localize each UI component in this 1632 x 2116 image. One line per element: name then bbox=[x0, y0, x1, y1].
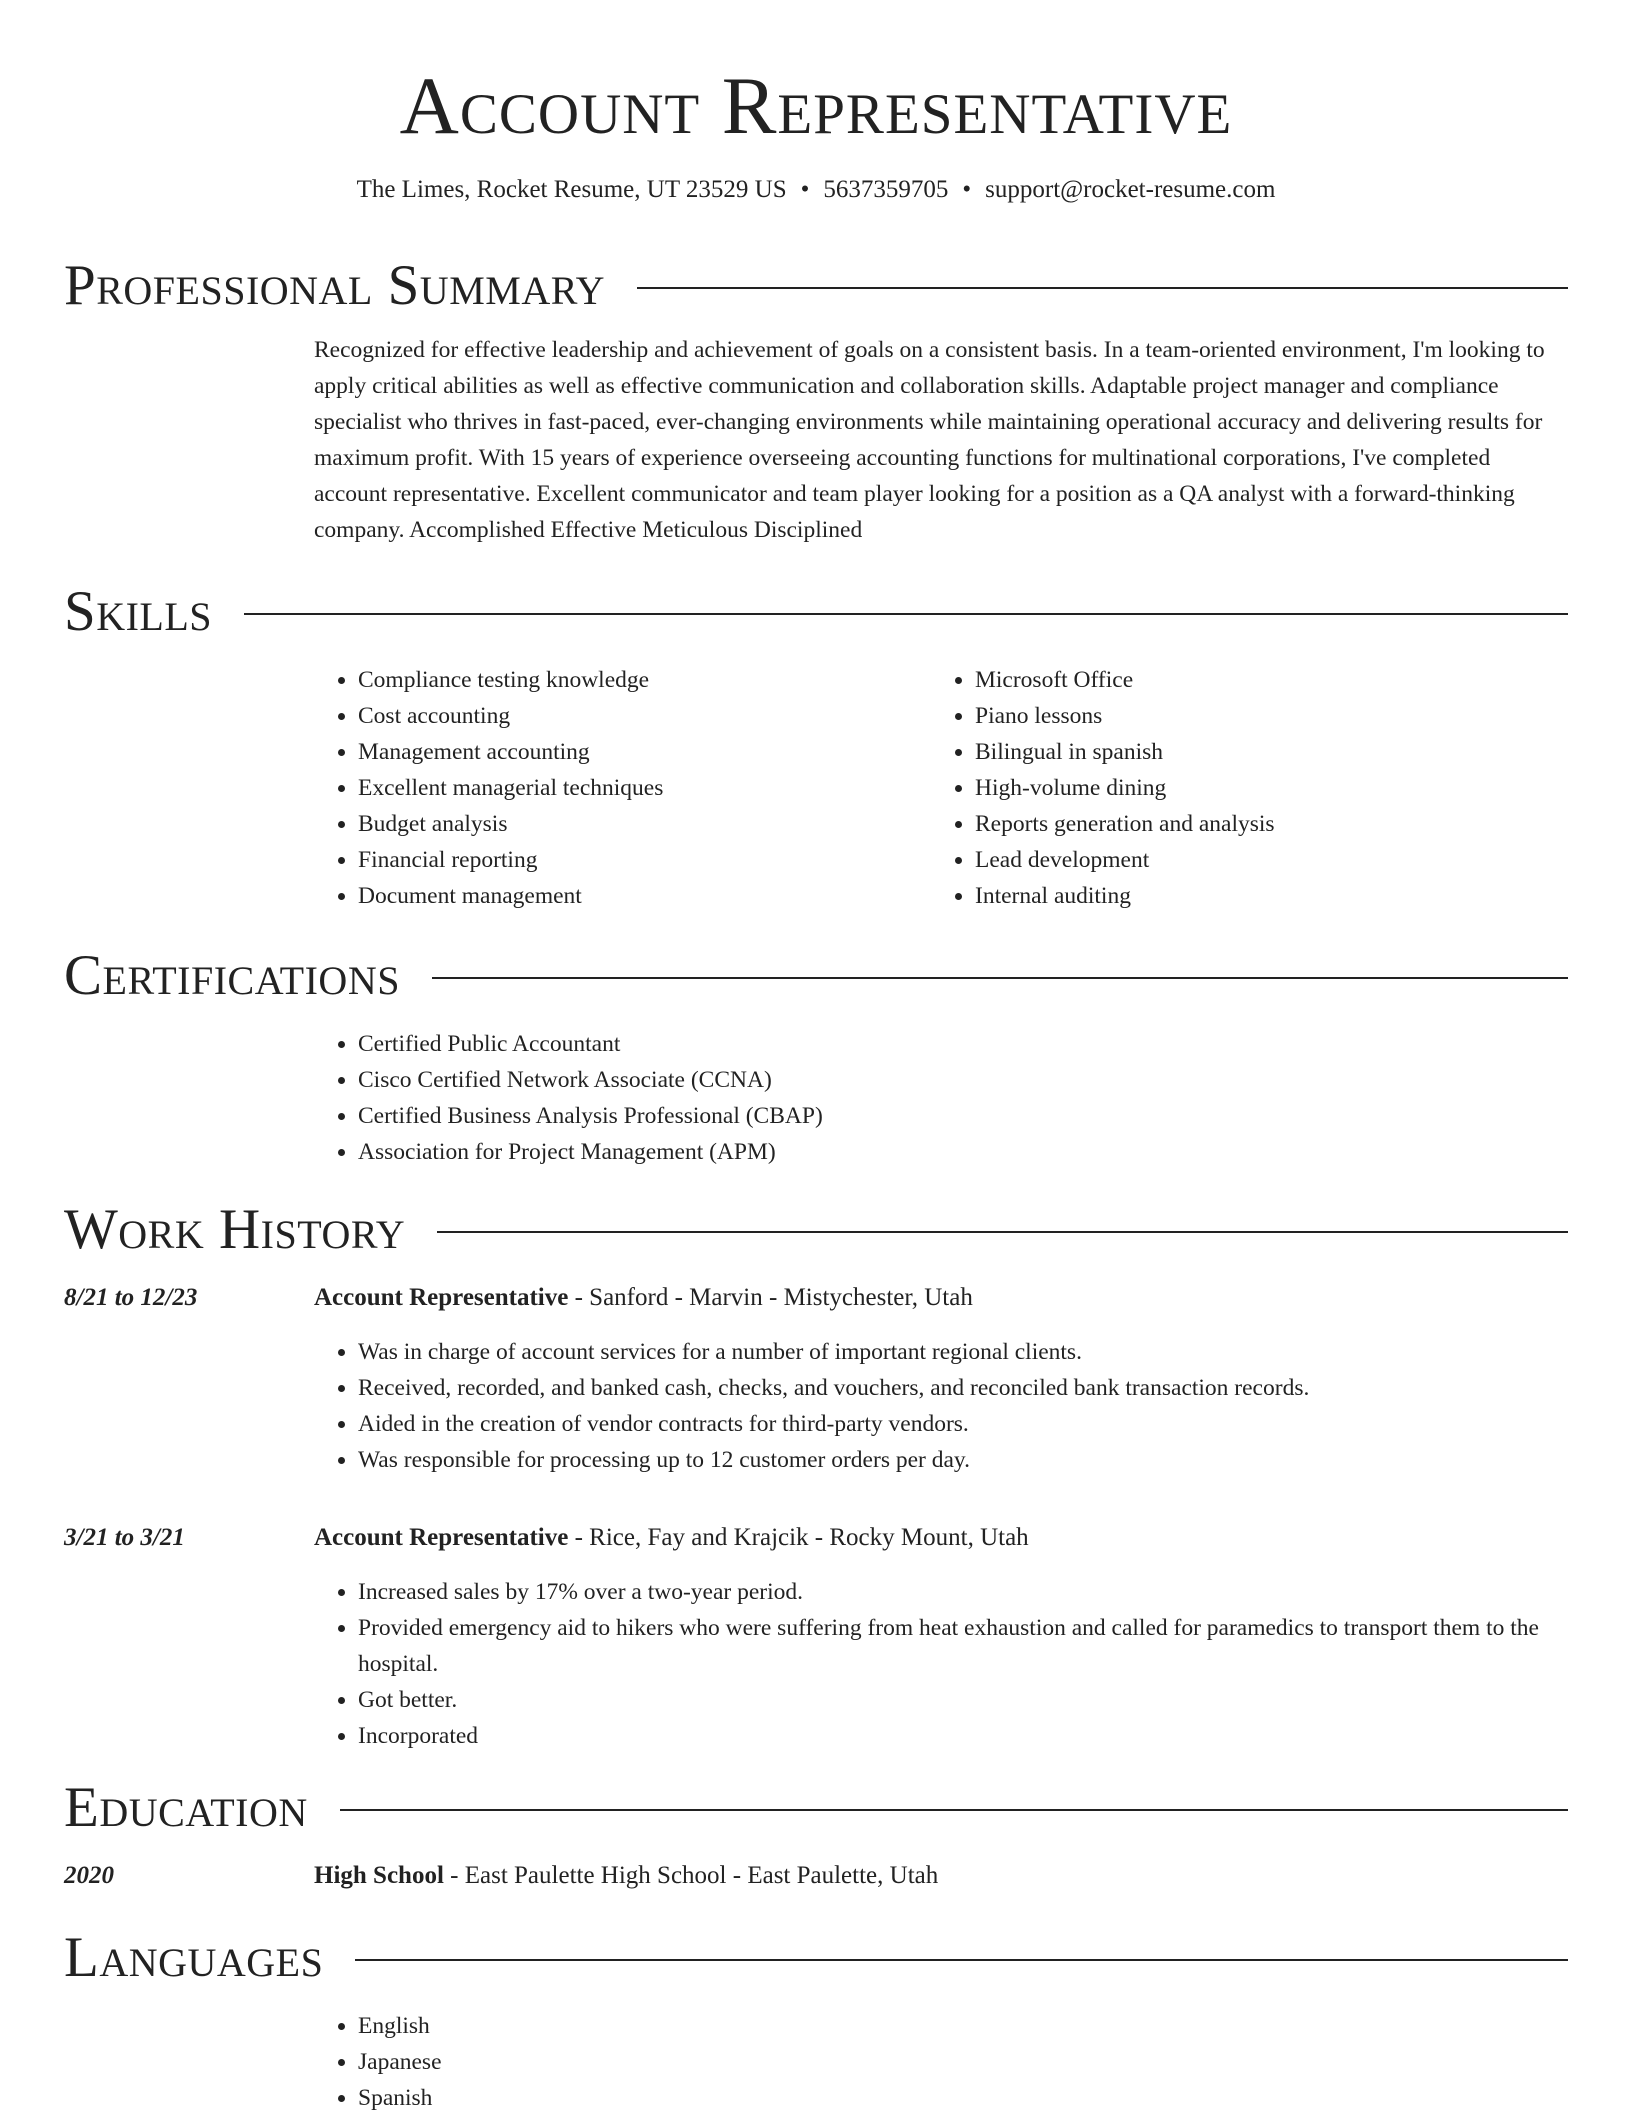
list-item: • Increased sales by 17% over a two-year period. bbox=[358, 1574, 1568, 1610]
list-item: • Management accounting bbox=[358, 734, 931, 770]
section-header bbox=[64, 254, 1568, 318]
separator-dot: • bbox=[962, 176, 972, 203]
job-entry bbox=[64, 1280, 1568, 1478]
job-header bbox=[64, 1520, 1568, 1556]
list-item: • Association for Project Management (APM) bbox=[358, 1134, 1568, 1170]
separator-dot: • bbox=[800, 176, 810, 203]
education-heading bbox=[314, 1858, 938, 1894]
job-heading bbox=[314, 1520, 1029, 1556]
job-details: - Rice, Fay and Krajcik - Rocky Mount, Utah bbox=[568, 1524, 1029, 1551]
list-item: • English bbox=[358, 2008, 1568, 2044]
list-item: • Document management bbox=[358, 878, 931, 914]
section-divider bbox=[244, 613, 1568, 615]
work-history-section bbox=[64, 1198, 1568, 1754]
job-bullets bbox=[314, 1334, 1568, 1478]
list-item: • Lead development bbox=[975, 842, 1548, 878]
list-item: • Internal auditing bbox=[975, 878, 1548, 914]
section-title: Languages bbox=[64, 1926, 324, 1989]
section-divider bbox=[355, 1959, 1568, 1961]
section-header bbox=[64, 1776, 1568, 1840]
list-item: • Excellent managerial techniques bbox=[358, 770, 931, 806]
list-item: • Aided in the creation of vendor contracts for third-party vendors. bbox=[358, 1406, 1568, 1442]
list-item: • Reports generation and analysis bbox=[975, 806, 1548, 842]
list-item: • Cost accounting bbox=[358, 698, 931, 734]
section-title: Certifications bbox=[64, 944, 400, 1007]
list-item: • Certified Public Accountant bbox=[358, 1026, 1568, 1062]
job-header bbox=[64, 1280, 1568, 1316]
certifications-section bbox=[64, 944, 1568, 1170]
list-item: • High-volume dining bbox=[975, 770, 1548, 806]
job-dates: 8/21 to 12/23 bbox=[64, 1284, 198, 1311]
certifications-list bbox=[314, 1026, 1568, 1170]
address: The Limes, Rocket Resume, UT 23529 US bbox=[356, 176, 787, 203]
list-item: • Incorporated bbox=[358, 1718, 1568, 1754]
section-divider bbox=[340, 1809, 1568, 1811]
contact-line bbox=[0, 172, 1632, 208]
list-item: • Was in charge of account services for a number of important regional clients. bbox=[358, 1334, 1568, 1370]
education-section bbox=[64, 1776, 1568, 1894]
skills-column-left bbox=[314, 662, 931, 914]
section-divider bbox=[432, 977, 1568, 979]
list-item: • Budget analysis bbox=[358, 806, 931, 842]
section-title: Education bbox=[64, 1776, 308, 1839]
section-title: Work History bbox=[64, 1198, 406, 1261]
section-header bbox=[64, 580, 1568, 644]
section-header bbox=[64, 1198, 1568, 1262]
education-degree: High School bbox=[314, 1862, 444, 1889]
skills-section bbox=[64, 580, 1568, 914]
email: support@rocket-resume.com bbox=[985, 176, 1276, 203]
section-title: Skills bbox=[64, 580, 213, 643]
candidate-name: Account Representative bbox=[399, 60, 1233, 151]
job-heading bbox=[314, 1280, 973, 1316]
section-title: Professional Summary bbox=[64, 254, 606, 317]
list-item: • Spanish bbox=[358, 2080, 1568, 2116]
job-title: Account Representative bbox=[314, 1284, 569, 1311]
job-details: - Sanford - Marvin - Mistychester, Utah bbox=[568, 1284, 973, 1311]
job-entry bbox=[64, 1520, 1568, 1754]
list-item: • Microsoft Office bbox=[975, 662, 1548, 698]
list-item: • Received, recorded, and banked cash, checks, and vouchers, and reconciled bank transaction records. bbox=[358, 1370, 1568, 1406]
list-item: • Got better. bbox=[358, 1682, 1568, 1718]
section-header bbox=[64, 944, 1568, 1008]
languages-list bbox=[314, 2008, 1568, 2116]
section-header bbox=[64, 1926, 1568, 1990]
list-item: • Compliance testing knowledge bbox=[358, 662, 931, 698]
phone: 5637359705 bbox=[823, 176, 949, 203]
education-entry bbox=[64, 1858, 1568, 1894]
list-item: • Japanese bbox=[358, 2044, 1568, 2080]
skills-column-right bbox=[931, 662, 1548, 914]
list-item: • Financial reporting bbox=[358, 842, 931, 878]
list-item: • Was responsible for processing up to 12 customer orders per day. bbox=[358, 1442, 1568, 1478]
summary-text: Recognized for effective leadership and achievement of goals on a consistent basis. In a team-oriented environment, I'm looking to apply critical abilities as well as effective communication and collaboration skills. Adaptable project manager and compliance specialist who thrives in fast-paced, ever-changing environments while maintaining operational accuracy and delivering results for maximum profit. With 15 years of experience overseeing accounting functions for multinational corporations, I've completed account representative. Excellent communicator and team player looking for a position as a QA analyst with a forward-thinking company. Accomplished Effective Meticulous Disciplined bbox=[314, 337, 1545, 543]
section-divider bbox=[637, 287, 1568, 289]
education-year: 2020 bbox=[64, 1862, 114, 1889]
job-dates: 3/21 to 3/21 bbox=[64, 1524, 185, 1551]
skills-list bbox=[314, 662, 1568, 914]
job-bullets bbox=[314, 1574, 1568, 1754]
section-divider bbox=[437, 1231, 1568, 1233]
list-item: • Cisco Certified Network Associate (CCNA) bbox=[358, 1062, 1568, 1098]
languages-section bbox=[64, 1926, 1568, 2116]
summary-section bbox=[64, 254, 1568, 548]
education-details: - East Paulette High School - East Paulette, Utah bbox=[443, 1862, 939, 1889]
list-item: • Certified Business Analysis Professional (CBAP) bbox=[358, 1098, 1568, 1134]
list-item: • Provided emergency aid to hikers who were suffering from heat exhaustion and called for paramedics to transport them to the hospital. bbox=[358, 1610, 1568, 1682]
job-title: Account Representative bbox=[314, 1524, 569, 1551]
list-item: • Bilingual in spanish bbox=[975, 734, 1548, 770]
list-item: • Piano lessons bbox=[975, 698, 1548, 734]
